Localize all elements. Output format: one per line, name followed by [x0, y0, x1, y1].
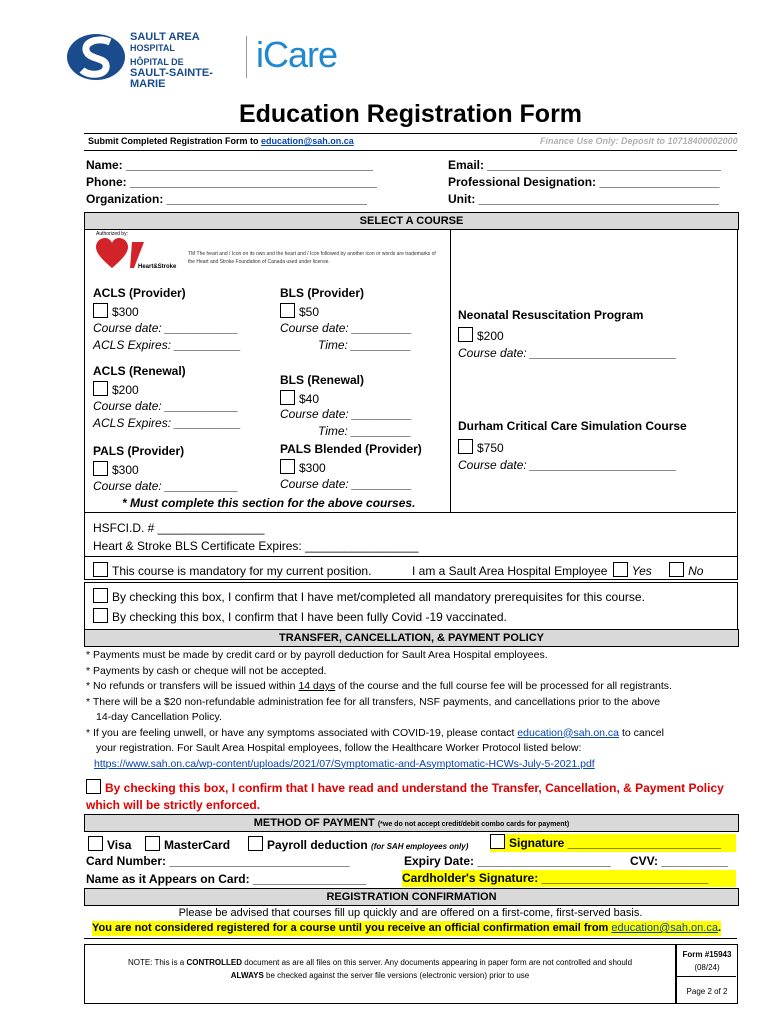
nrp-title: Neonatal Resuscitation Program: [458, 308, 644, 322]
bls-renewal-time[interactable]: Time: _________: [318, 424, 412, 438]
mandatory-option[interactable]: [93, 562, 371, 578]
sah-name-line4: SAULT-SAINTE-MARIE: [130, 67, 213, 90]
expiry-field[interactable]: Expiry Date: ____________________: [404, 854, 611, 868]
payment-heading-note: (*we do not accept credit/debit combo cards for payment): [377, 821, 570, 828]
registration-email-link[interactable]: education@sah.on.ca: [611, 922, 718, 934]
name-on-card-field[interactable]: Name as it Appears on Card: _________________: [86, 872, 367, 886]
pals-provider-title: PALS (Provider): [93, 444, 185, 458]
nrp-checkbox[interactable]: [458, 327, 473, 342]
payment-heading-text: METHOD OF PAYMENT: [253, 817, 375, 829]
email-field[interactable]: Email: ___________________________________: [448, 158, 721, 172]
acls-renewal-date[interactable]: Course date: ___________: [93, 399, 239, 413]
sah-name-line2: HOSPITAL: [130, 43, 175, 53]
policy-line-4: * There will be a $20 non-refundable administration fee for all transfers, NSF payments, and cancellations prior to the above: [86, 695, 661, 708]
acls-provider-date[interactable]: Course date: ___________: [93, 321, 239, 335]
mandatory-text: This course is mandatory for my current position.: [112, 564, 372, 578]
pals-blended-checkbox[interactable]: [280, 459, 295, 474]
mastercard-label: MasterCard: [164, 838, 231, 852]
bls-renewal-title: BLS (Renewal): [280, 373, 365, 387]
bls-provider-date[interactable]: Course date: _________: [280, 321, 413, 335]
policy-line-5: [86, 726, 672, 742]
pals-provider-price: $300: [112, 463, 139, 477]
visa-option[interactable]: [88, 836, 131, 852]
sah-name-line1: SAULT AREA: [130, 31, 200, 43]
pals-provider-option[interactable]: [93, 461, 139, 477]
nrp-date[interactable]: Course date: ______________________: [458, 346, 677, 360]
policy-agree-option[interactable]: [86, 779, 736, 814]
footer-note-a: NOTE: This is a: [127, 958, 187, 967]
pals-blended-price: $300: [299, 461, 326, 475]
mastercard-checkbox[interactable]: [145, 836, 160, 851]
acls-provider-title: ACLS (Provider): [93, 286, 186, 300]
policy-line-3a: * No refunds or transfers will be issued within: [86, 680, 299, 692]
mandatory-checkbox[interactable]: [93, 562, 108, 577]
trademark-note: TM The heart and / Icon on its own and the heart and / Icon followed by another icon or words are trademarks of the Heart and Stroke Foundation of Canada used under license.: [188, 251, 436, 265]
payroll-option[interactable]: [248, 836, 468, 852]
durham-checkbox[interactable]: [458, 439, 473, 454]
heart-stroke-text: Heart&Stroke: [138, 264, 177, 270]
icare-logo: iCare: [256, 34, 338, 75]
policy-14-days: 14 days: [298, 680, 336, 692]
payroll-note: (for SAH employees only): [371, 842, 469, 851]
employee-question: [412, 562, 703, 578]
bls-provider-time[interactable]: Time: _________: [318, 338, 412, 352]
finance-use: [540, 136, 738, 146]
covid-checkbox[interactable]: [93, 608, 108, 623]
covid-option[interactable]: [93, 608, 507, 624]
bls-renewal-date[interactable]: Course date: _________: [280, 407, 413, 421]
policy-line-3b: of the course and the full course fee will be processed for all registrants.: [335, 680, 672, 692]
bls-provider-option[interactable]: [280, 303, 319, 319]
payroll-label: Payroll deduction: [267, 838, 368, 852]
policy-agree-text-1: By checking this box, I confirm that I have read and understand the Transfer, Cancellation, & Payment Policy: [105, 781, 724, 795]
footer-note: [90, 956, 670, 982]
policy-line-2: * Payments by cash or cheque will not be accepted.: [86, 664, 327, 677]
organization-field[interactable]: Organization: ______________________________: [86, 192, 367, 206]
signature-checkbox[interactable]: [490, 834, 505, 849]
signature-field[interactable]: [490, 834, 736, 852]
policy-line-5a: * If you are feeling unwell, or have any symptoms associated with COVID-19, please contact: [86, 726, 518, 739]
sah-name-line3: HÔPITAL DE: [130, 57, 184, 67]
policy-line-4b: 14-day Cancellation Policy.: [96, 711, 222, 723]
footer-note-always: ALWAYS: [230, 971, 264, 980]
registration-line-1: Please be advised that courses fill up quickly and are offered on a first-come, first-served basis.: [178, 907, 643, 919]
policy-heading: TRANSFER, CANCELLATION, & PAYMENT POLICY: [84, 629, 739, 647]
acls-renewal-expires[interactable]: ACLS Expires: __________: [93, 416, 242, 430]
heart-stroke-logo: [96, 238, 186, 274]
durham-option[interactable]: [458, 439, 504, 455]
form-number: Form #15943: [682, 950, 732, 959]
payment-heading: [84, 814, 739, 832]
mastercard-option[interactable]: [145, 836, 230, 852]
hs-bls-expires-field[interactable]: Heart & Stroke BLS Certificate Expires: _________________: [93, 539, 419, 553]
authorized-label: Authorized by:: [96, 231, 128, 237]
cardholder-signature-field[interactable]: Cardholder's Signature: _________________________: [402, 870, 736, 887]
pals-blended-option[interactable]: [280, 459, 326, 475]
acls-provider-checkbox[interactable]: [93, 303, 108, 318]
payroll-checkbox[interactable]: [248, 836, 263, 851]
sah-logo: [66, 31, 236, 90]
pals-blended-date[interactable]: Course date: _________: [280, 477, 413, 491]
policy-line-3: [86, 679, 672, 695]
page-number: Page 2 of 2: [686, 987, 728, 996]
sah-swoosh-icon: [66, 32, 128, 82]
employee-yes-checkbox[interactable]: [613, 562, 628, 577]
employee-no-label: No: [688, 564, 704, 578]
nrp-price: $200: [477, 329, 504, 343]
policy-email-link[interactable]: education@sah.on.ca: [517, 726, 620, 739]
hsfc-id-field[interactable]: HSFCI.D. # ________________: [93, 521, 265, 535]
pals-provider-date[interactable]: Course date: ___________: [93, 479, 239, 493]
bls-renewal-checkbox[interactable]: [280, 390, 295, 405]
footer-note-controlled: CONTROLLED: [186, 958, 243, 967]
policy-agree-checkbox[interactable]: [86, 779, 101, 794]
acls-provider-price: $300: [112, 305, 139, 319]
submit-prefix: Submit Completed Registration Form to: [88, 136, 262, 146]
policy-agree-text-2: which will be strictly enforced.: [86, 798, 261, 812]
submit-email-link[interactable]: education@sah.on.ca: [261, 136, 354, 146]
must-complete-note: * Must complete this section for the above courses.: [122, 496, 416, 510]
prereq-option[interactable]: [93, 588, 645, 604]
prereq-checkbox[interactable]: [93, 588, 108, 603]
footer-note-c: document as are all files on this server. Any documents appearing in paper form are not controlled and should: [242, 958, 633, 967]
bls-provider-checkbox[interactable]: [280, 303, 295, 318]
durham-title: Durham Critical Care Simulation Course: [458, 419, 687, 433]
page-title: Education Registration Form: [238, 100, 583, 128]
submit-instruction: [88, 136, 354, 146]
acls-renewal-price: $200: [112, 383, 139, 397]
policy-line-1: * Payments must be made by credit card or by payroll deduction for Sault Area Hospital employees.: [86, 649, 548, 661]
unit-field[interactable]: Unit: ____________________________________: [448, 192, 719, 206]
acls-provider-option[interactable]: [93, 303, 139, 319]
acls-renewal-option[interactable]: [93, 381, 139, 397]
visa-label: Visa: [107, 838, 132, 852]
phone-field[interactable]: Phone: _____________________________________: [86, 175, 377, 189]
finance-label: Finance Use Only:: [540, 136, 619, 146]
employee-question-text: I am a Sault Area Hospital Employee: [412, 564, 608, 578]
registration-line-2b: .: [717, 922, 722, 934]
durham-date[interactable]: Course date: ______________________: [458, 458, 677, 472]
prereq-text: By checking this box, I confirm that I have met/completed all mandatory prerequisites for this course.: [112, 590, 645, 604]
select-course-heading: SELECT A COURSE: [84, 212, 739, 230]
bls-provider-title: BLS (Provider): [280, 286, 365, 300]
footer-note-e: be checked against the server file versions (electronic version) prior to use: [263, 971, 530, 980]
name-field[interactable]: Name: _____________________________________: [86, 158, 373, 172]
acls-renewal-checkbox[interactable]: [93, 381, 108, 396]
protocol-link[interactable]: https://www.sah.on.ca/wp-content/uploads/2021/07/Symptomatic-and-Asymptomatic-HCWs-July-5-2021.pdf: [94, 757, 595, 770]
policy-list: [86, 648, 672, 772]
signature-label: Signature _______________________: [509, 836, 722, 850]
designation-field[interactable]: Professional Designation: __________________: [448, 175, 720, 189]
acls-renewal-title: ACLS (Renewal): [93, 364, 186, 378]
bls-provider-price: $50: [299, 305, 320, 319]
employee-no-checkbox[interactable]: [669, 562, 684, 577]
policy-line-5b: to cancel: [619, 726, 664, 739]
registration-line-2a: You are not considered registered for a course until you receive an official confirmation email from: [92, 922, 612, 934]
acls-provider-expires[interactable]: ACLS Expires: __________: [93, 338, 242, 352]
cvv-field[interactable]: CVV: __________: [630, 854, 729, 868]
employee-yes-label: Yes: [631, 564, 652, 578]
card-number-field[interactable]: Card Number: ___________________________: [86, 854, 350, 868]
bls-renewal-option[interactable]: [280, 390, 319, 406]
registration-line-2: [92, 921, 721, 936]
visa-checkbox[interactable]: [88, 836, 103, 851]
registration-heading: REGISTRATION CONFIRMATION: [84, 888, 739, 906]
finance-value: Deposit to 10718400002000: [621, 136, 738, 146]
nrp-option[interactable]: [458, 327, 504, 343]
covid-text: By checking this box, I confirm that I have been fully Covid -19 vaccinated.: [112, 610, 507, 624]
durham-price: $750: [477, 441, 504, 455]
form-date: (08/24): [694, 963, 720, 972]
bls-renewal-price: $40: [299, 392, 320, 406]
policy-line-6: your registration. For Sault Area Hospital employees, follow the Healthcare Worker Protocol listed below:: [96, 742, 582, 754]
pals-blended-title: PALS Blended (Provider): [280, 442, 422, 456]
pals-provider-checkbox[interactable]: [93, 461, 108, 476]
